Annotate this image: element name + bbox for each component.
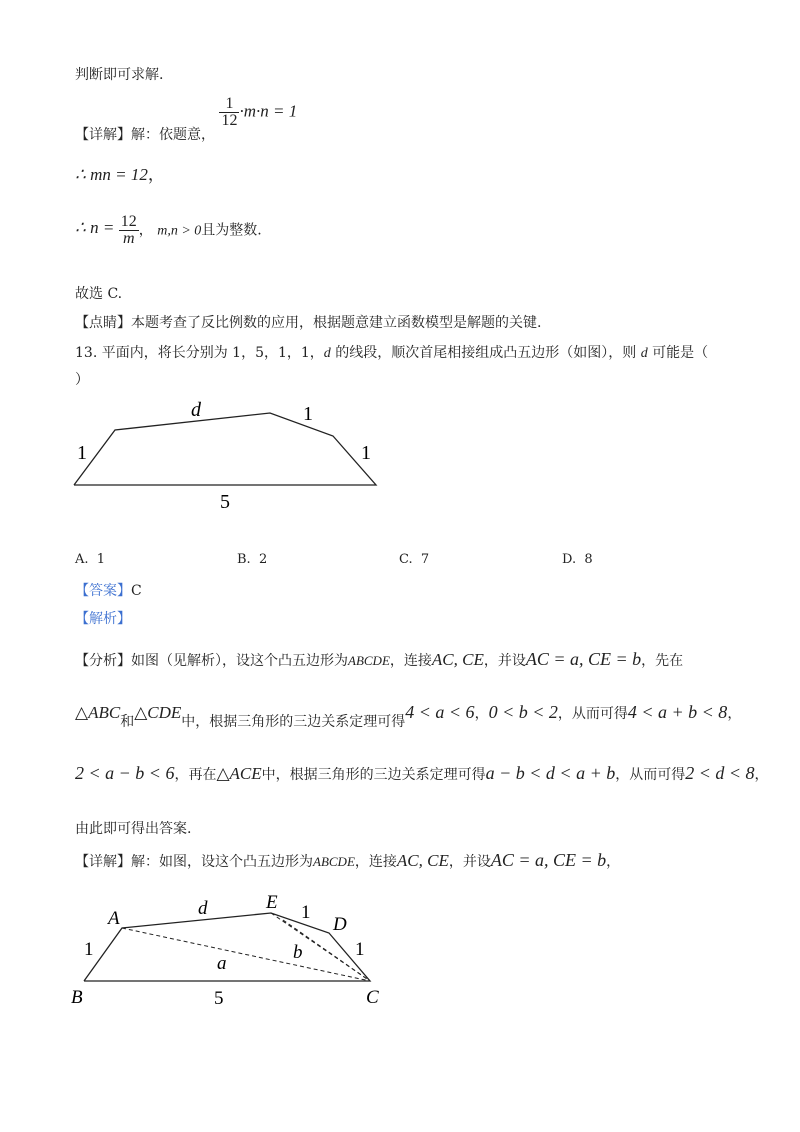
fraction-numerator: 1 <box>225 95 234 112</box>
fig1-label-left: 1 <box>77 442 87 464</box>
pentagon-outline-2 <box>84 913 370 981</box>
condition-mn: m,n > 0 <box>157 223 202 239</box>
equation-n-lhs: ∴ n = <box>75 217 115 237</box>
option-d: D. 8 <box>562 552 593 567</box>
text-judge: 判断即可求解. <box>75 67 164 83</box>
detail-label: 【详解】 <box>75 126 131 143</box>
option-b: B. 2 <box>237 552 268 567</box>
fig1-label-bottom: 5 <box>220 491 230 513</box>
question-13-line2: ） <box>75 372 89 388</box>
diagonal-ac <box>122 928 370 981</box>
diagonal-a-label: a <box>217 953 227 974</box>
fraction-numerator: 12 <box>120 213 137 230</box>
answer-label: 【答案】 <box>75 583 131 599</box>
fig1-label-right-top: 1 <box>303 403 313 425</box>
pentagon-outline <box>74 413 376 485</box>
detail-intro: 解：依题意， <box>131 126 215 143</box>
edge-d-label: d <box>198 898 208 919</box>
condition-tail: 且为整数. <box>201 222 262 239</box>
fraction-denominator: 12 <box>221 112 238 129</box>
comment-text: 本题考查了反比例数的应用，根据题意建立函数模型是解题的关键. <box>131 315 542 331</box>
equation-mn-12: ∴ mn = 12， <box>75 165 165 184</box>
vertex-e: E <box>266 892 278 913</box>
comment-label: 【点睛】 <box>75 315 131 331</box>
edge-dc-label: 1 <box>355 939 365 960</box>
vertex-c: C <box>366 987 379 1008</box>
answer-value: C <box>131 583 142 599</box>
fig1-label-right: 1 <box>361 442 371 464</box>
sep: ， <box>138 222 153 239</box>
edge-bc-label: 5 <box>214 988 224 1009</box>
analysis-line-3: 2 < a − b < 6，再在△ACE中，根据三角形的三边关系定理可得a − b < d < a + b，从而可得2 < d < 8， <box>75 763 769 783</box>
edge-ed-label: 1 <box>301 902 311 923</box>
pentagon-figure-2 <box>0 880 800 1020</box>
equation-mn-1: ·m·n = 1 <box>239 101 298 121</box>
option-a: A. 1 <box>75 552 106 567</box>
answer-row <box>75 584 142 598</box>
fraction-denominator: m <box>119 230 139 247</box>
diagonal-b-label: b <box>293 942 303 963</box>
choose-c: 故选 C. <box>75 286 123 302</box>
vertex-d: D <box>333 914 347 935</box>
analysis-conclusion: 由此即可得出答案. <box>75 821 192 837</box>
analysis-label: 【解析】 <box>75 611 131 627</box>
vertex-a: A <box>108 908 120 929</box>
question-13-line1: 13. 平面内，将长分别为 1，5，1，1，d 的线段，顺次首尾相接组成凸五边形（如图），则 d 可能是（ <box>75 345 709 361</box>
vertex-b: B <box>71 987 83 1008</box>
analysis-line-1: 【分析】如图（见解析），设这个凸五边形为ABCDE，连接AC, CE，并设AC = a, CE = b，先在 <box>75 649 684 669</box>
detail-row-2: 【详解】解：如图，设这个凸五边形为ABCDE，连接AC, CE，并设AC = a, CE = b， <box>75 850 621 870</box>
option-c: C. 7 <box>399 552 430 567</box>
fig1-label-top: d <box>191 399 201 421</box>
pentagon-figure-1 <box>0 0 800 540</box>
analysis-line-2: △ABC和△CDE中，根据三角形的三边关系定理可得4 < a < 6，0 < b < 2，从而可得4 < a + b < 8， <box>75 702 742 730</box>
edge-ab-label: 1 <box>84 939 94 960</box>
